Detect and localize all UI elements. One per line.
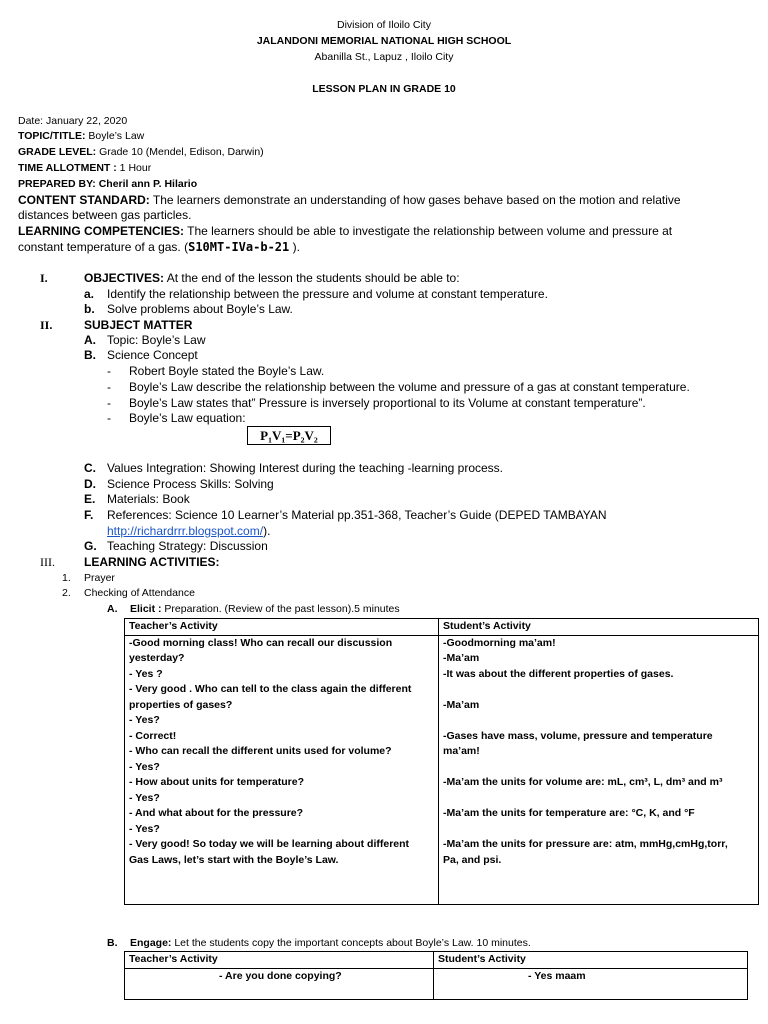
activities-number: III. (40, 555, 55, 569)
teacher-line: - Yes? (129, 822, 160, 835)
teacher-line: - Yes? (129, 791, 160, 804)
concept-bullet: - (107, 411, 111, 425)
grade-value: Grade 10 (Mendel, Edison, Darwin) (96, 146, 264, 158)
objectives-number: I. (40, 271, 48, 285)
teacher-line: - And what about for the pressure? (129, 807, 304, 819)
student-line: -Ma’am (443, 652, 480, 664)
student-line: -Gases have mass, volume, pressure and temperature (443, 729, 713, 742)
subject-b-text: Science Concept (107, 348, 198, 362)
teacher-line: - Yes? (129, 714, 160, 726)
student-line: -Ma’am the units for volume are: mL, cm³, L, dm³ and m³ (443, 776, 723, 788)
subject-f-text: References: Science 10 Learner’s Material pp.351-368, Teacher’s Guide (DEPED TAMBAYAN (107, 508, 607, 522)
elicit-letter: A. (107, 603, 118, 615)
subject-a-text: Topic: Boyle’s Law (107, 333, 206, 347)
teacher-line: - Very good . Who can tell to the class again the different (129, 683, 412, 695)
document-title: LESSON PLAN IN GRADE 10 (312, 83, 456, 95)
student-line: ma’am! (443, 745, 480, 757)
boyles-law-equation-box: P₁V₁=P₂V₂ (247, 426, 331, 445)
student-line (443, 791, 754, 807)
subject-d-text: Science Process Skills: Solving (107, 477, 274, 491)
teacher-line: yesterday? (129, 652, 185, 664)
prepared-value: Cheril ann P. Hilario (95, 178, 198, 190)
subject-g-text: Teaching Strategy: Discussion (107, 539, 268, 553)
elicit-line (130, 603, 400, 616)
elicit-label: Elicit : (130, 603, 162, 615)
reference-link[interactable]: http://richardrrr.blogspot.com/ (107, 524, 264, 538)
objective-b-letter: b. (84, 302, 95, 316)
student-line: -Ma’am the units for pressure are: atm, mmHg,cmHg,torr, (443, 838, 728, 850)
subject-c-text: Values Integration: Showing Interest during the teaching -learning process. (107, 461, 504, 475)
elicit-text: Preparation. (Review of the past lesson).5 minutes (161, 603, 400, 615)
content-standard-line2: distances between gas particles. (18, 208, 192, 222)
engage-line (130, 937, 531, 950)
student-line (443, 822, 754, 838)
table-header-student: Student’s Activity (439, 619, 759, 636)
topic-line (18, 130, 144, 143)
competencies-text-2: constant temperature of a gas. ( (18, 240, 189, 254)
teacher-line: - Yes ? (129, 667, 163, 680)
time-line (18, 162, 151, 175)
lesson-date: Date: January 22, 2020 (18, 115, 128, 127)
activity-2-number: 2. (62, 587, 71, 599)
content-standard-label: CONTENT STANDARD: (18, 193, 150, 207)
student-activity-cell (439, 635, 759, 904)
teacher-line: - How about units for temperature? (129, 776, 305, 788)
time-label: TIME ALLOTMENT : (18, 162, 117, 174)
teacher-line: - Are you done copying? (219, 969, 342, 982)
student-line (443, 682, 754, 698)
teacher-line: - Yes? (129, 760, 160, 773)
subject-d-letter: D. (84, 477, 96, 491)
school-name: JALANDONI MEMORIAL NATIONAL HIGH SCHOOL (256, 35, 512, 47)
concept-bullet: - (107, 380, 111, 394)
teacher-line: -Good morning class! Who can recall our discussion (129, 636, 393, 649)
activity-1-text: Prayer (84, 572, 115, 584)
competencies-line2 (18, 240, 300, 255)
subject-g-letter: G. (84, 539, 97, 553)
student-line: -It was about the different properties of gases. (443, 667, 674, 680)
table-header-student: Student’s Activity (434, 952, 748, 969)
elicit-activity-table (124, 618, 759, 905)
concept-text: Boyle’s Law states that” Pressure is inversely proportional to its Volume at constant temperature”. (129, 396, 646, 410)
objective-a-letter: a. (84, 287, 95, 301)
objectives-heading (84, 271, 460, 286)
table-header-teacher: Teacher’s Activity (125, 952, 434, 969)
teacher-line: - Who can recall the different units used for volume? (129, 745, 392, 757)
activity-1-number: 1. (62, 572, 71, 584)
concept-text: Robert Boyle stated the Boyle’s Law. (129, 364, 325, 378)
engage-activity-table (124, 951, 748, 1000)
objectives-intro: At the end of the lesson the students should be able to: (164, 271, 460, 285)
student-line (443, 760, 754, 776)
student-line: - Yes maam (528, 969, 586, 982)
concept-bullet: - (107, 364, 111, 378)
competencies-text: The learners should be able to investigate the relationship between volume and pressure at (184, 224, 673, 238)
competencies-tail: ). (289, 240, 300, 254)
subject-b-letter: B. (84, 348, 96, 362)
teacher-line: - Very good! So today we will be learning about different (129, 838, 410, 850)
subject-a-letter: A. (84, 333, 96, 347)
competency-code: S10MT-IVa-b-21 (188, 240, 290, 254)
topic-value: Boyle’s Law (85, 130, 145, 142)
prepared-line (18, 178, 197, 191)
grade-line (18, 146, 264, 159)
student-line (443, 713, 754, 729)
grade-label: GRADE LEVEL: (18, 146, 97, 158)
competencies-label: LEARNING COMPETENCIES: (18, 224, 185, 238)
objectives-label: OBJECTIVES: (84, 271, 165, 285)
prepared-label: PREPARED BY: (18, 178, 96, 190)
teacher-activity-cell (125, 968, 434, 999)
concept-text: Boyle’s Law equation: (129, 411, 246, 425)
objective-b-text: Solve problems about Boyle’s Law. (107, 302, 293, 316)
concept-text: Boyle’s Law describe the relationship between the volume and pressure of a gas at constant temperature. (129, 380, 690, 394)
engage-text: Let the students copy the important concepts about Boyle’s Law. 10 minutes. (171, 937, 531, 949)
subject-e-letter: E. (84, 492, 96, 506)
subject-heading: SUBJECT MATTER (84, 318, 193, 332)
teacher-line: properties of gases? (129, 698, 233, 711)
division-name: Division of Iloilo City (337, 19, 431, 31)
student-line: -Ma’am (443, 698, 480, 711)
activities-heading: LEARNING ACTIVITIES: (84, 555, 220, 569)
competencies-line1 (18, 224, 672, 239)
concept-bullet: - (107, 396, 111, 410)
reference-tail: ). (263, 524, 271, 538)
student-line: -Goodmorning ma’am! (443, 636, 556, 649)
school-address: Abanilla St., Lapuz , Iloilo City (314, 51, 454, 63)
teacher-activity-cell (125, 635, 439, 904)
subject-number: II. (40, 318, 53, 332)
student-line: Pa, and psi. (443, 853, 502, 866)
subject-f-letter: F. (84, 508, 94, 522)
teacher-line: Gas Laws, let’s start with the Boyle’s Law. (129, 853, 339, 866)
subject-e-text: Materials: Book (107, 492, 190, 506)
content-standard-line1 (18, 193, 681, 208)
time-value: 1 Hour (116, 162, 152, 174)
student-activity-cell (434, 968, 748, 999)
student-line: -Ma’am the units for temperature are: °C, K, and °F (443, 807, 695, 819)
objective-a-text: Identify the relationship between the pressure and volume at constant temperature. (107, 287, 548, 301)
topic-label: TOPIC/TITLE: (18, 130, 86, 142)
engage-label: Engage: (130, 937, 172, 949)
activity-2-text: Checking of Attendance (84, 587, 195, 599)
teacher-line: - Correct! (129, 729, 177, 742)
subject-c-letter: C. (84, 461, 96, 475)
table-header-teacher: Teacher’s Activity (125, 619, 439, 636)
content-standard-text: The learners demonstrate an understanding of how gases behave based on the motion and relative (149, 193, 681, 207)
reference-link-line (107, 524, 270, 539)
engage-letter: B. (107, 937, 118, 949)
